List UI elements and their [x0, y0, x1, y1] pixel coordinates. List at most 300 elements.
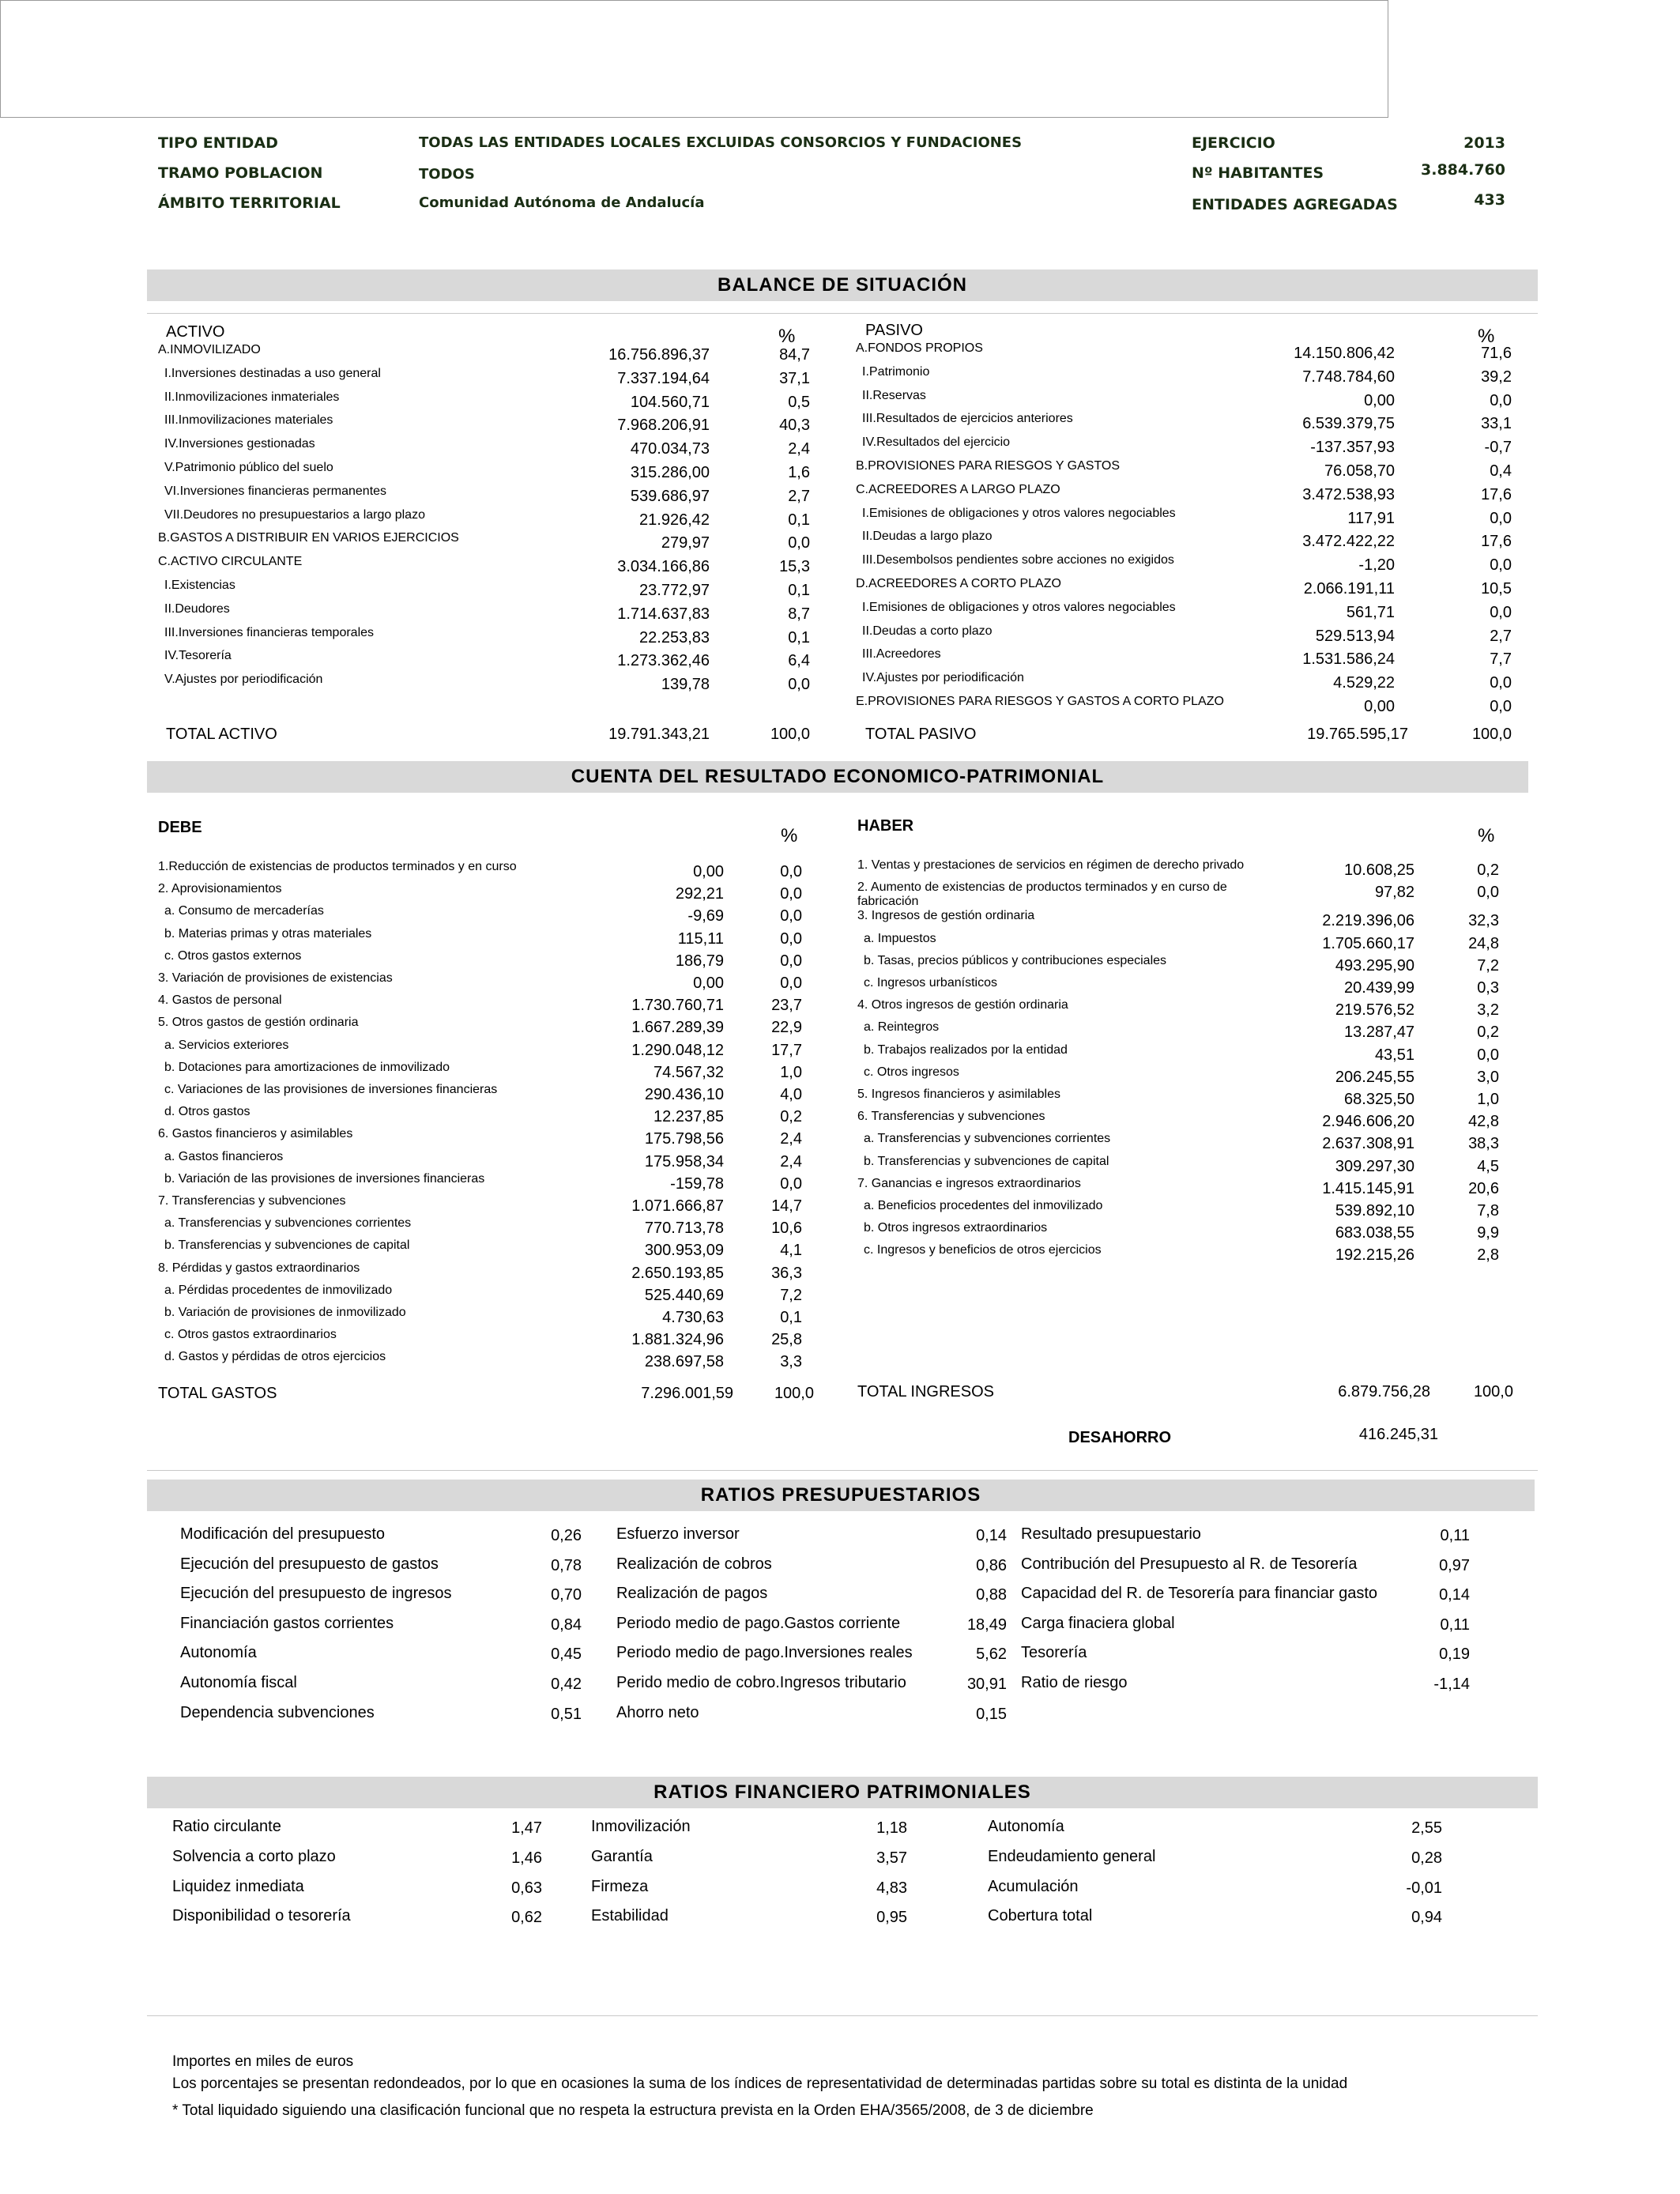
ratio-presupuestario-label: Autonomía	[180, 1644, 257, 1662]
debe-value: 0,00	[693, 974, 724, 992]
debe-value: 175.798,56	[644, 1130, 724, 1148]
pasivo-label: II.Reservas	[862, 388, 926, 402]
ratios-presupuestarios-title: RATIOS PRESUPUESTARIOS	[700, 1484, 981, 1506]
pasivo-value: 529.513,94	[1315, 627, 1395, 645]
pasivo-row	[856, 507, 1512, 530]
pasivo-label: IV.Ajustes por periodificación	[862, 671, 1024, 685]
ratio-financiero-value: -0,01	[1406, 1879, 1442, 1897]
activo-row	[158, 367, 814, 390]
debe-value: 1.730.760,71	[631, 997, 724, 1015]
debe-value: 4.730,63	[662, 1309, 724, 1326]
pasivo-row	[856, 365, 1512, 389]
debe-label: b. Dotaciones para amortizaciones de inmovilizado	[164, 1060, 450, 1074]
ratio-financiero-label: Inmovilización	[591, 1818, 691, 1835]
tramo-value: TODOS	[419, 166, 475, 183]
haber-value: 97,82	[1374, 884, 1414, 902]
debe-value: 1.667.289,39	[631, 1019, 724, 1037]
pasivo-pct: 17,6	[1481, 533, 1512, 551]
debe-value: 12.237,85	[654, 1108, 724, 1126]
debe-value: 186,79	[675, 952, 724, 970]
pasivo-value: 2.066.191,11	[1303, 580, 1395, 598]
debe-label: 3. Variación de provisiones de existencias	[158, 971, 393, 985]
ratio-presupuestario-value: 0,15	[976, 1705, 1007, 1723]
ratio-presupuestario-value: 5,62	[976, 1646, 1007, 1664]
haber-pct-header: %	[1478, 825, 1495, 846]
total-activo-pct: 100,0	[770, 726, 810, 743]
haber-value: 1.705.660,17	[1322, 934, 1414, 952]
pasivo-label: I.Emisiones de obligaciones y otros valores negociables	[862, 600, 1176, 614]
debe-row	[158, 1194, 814, 1218]
activo-label: IV.Inversiones gestionadas	[164, 437, 315, 451]
ratio-presupuestario-label: Dependencia subvenciones	[180, 1703, 375, 1721]
pasivo-label: E.PROVISIONES PARA RIESGOS Y GASTOS A CORTO PLAZO	[856, 695, 1224, 708]
activo-row	[158, 649, 814, 673]
haber-row	[857, 1020, 1513, 1044]
activo-value: 22.253,83	[639, 628, 710, 647]
header-box	[0, 0, 1388, 118]
debe-pct: 4,1	[780, 1242, 802, 1260]
haber-pct: 7,2	[1477, 956, 1499, 974]
debe-value: -9,69	[687, 907, 724, 925]
ratio-financiero-label: Cobertura total	[988, 1907, 1093, 1925]
entidades-label: ENTIDADES AGREGADAS	[1192, 196, 1398, 213]
pasivo-row	[856, 577, 1512, 601]
cuenta-rule	[147, 1470, 1538, 1471]
ratio-financiero-value: 0,63	[511, 1879, 542, 1897]
pasivo-pct: 0,0	[1490, 391, 1512, 409]
total-pasivo-pct: 100,0	[1471, 726, 1512, 743]
ratio-financiero-value: 1,46	[511, 1849, 542, 1867]
haber-value: 206.245,55	[1335, 1068, 1414, 1086]
haber-label: 3. Ingresos de gestión ordinaria	[857, 909, 1035, 923]
debe-value: 1.881.324,96	[631, 1331, 724, 1349]
activo-pct: 0,1	[788, 628, 810, 647]
pasivo-pct: 10,5	[1481, 580, 1512, 598]
pasivo-pct: -0,7	[1484, 439, 1512, 457]
ratio-presupuestario-label: Contribución del Presupuesto al R. de Tesorería	[1021, 1555, 1358, 1573]
activo-pct: 0,0	[788, 534, 810, 552]
activo-value: 21.926,42	[639, 511, 710, 529]
haber-label: c. Ingresos urbanísticos	[864, 976, 997, 990]
activo-label: III.Inversiones financieras temporales	[164, 625, 375, 639]
total-gastos-pct: 100,0	[774, 1385, 814, 1402]
total-activo-value: 19.791.343,21	[608, 726, 710, 743]
pasivo-row	[856, 553, 1512, 577]
activo-row	[158, 390, 814, 414]
debe-pct: 0,0	[780, 974, 802, 992]
activo-pct: 2,4	[788, 440, 810, 458]
debe-pct: 23,7	[771, 997, 802, 1015]
debe-value: 290.436,10	[644, 1086, 724, 1103]
ratio-financiero-value: 1,18	[876, 1819, 907, 1837]
pasivo-row	[856, 671, 1512, 695]
debe-pct: 0,0	[780, 885, 802, 903]
debe-row	[158, 1238, 814, 1262]
activo-label: II.Deudores	[164, 601, 230, 616]
ratio-presupuestario-label: Periodo medio de pago.Gastos corriente	[616, 1614, 901, 1632]
activo-value: 23.772,97	[639, 582, 710, 599]
tipo-entidad-value: TODAS LAS ENTIDADES LOCALES EXCLUIDAS CONSORCIOS Y FUNDACIONES	[419, 134, 1023, 151]
pasivo-row	[856, 601, 1512, 624]
ratios-presupuestarios-col2	[616, 1525, 1007, 1739]
pasivo-value: 3.472.422,22	[1302, 533, 1395, 551]
activo-value: 3.034.166,86	[617, 558, 710, 576]
debe-value: 115,11	[677, 929, 724, 948]
tramo-label: TRAMO POBLACION	[158, 164, 323, 182]
total-ingresos-value: 6.879.756,28	[1338, 1383, 1430, 1400]
pasivo-label: III.Resultados de ejercicios anteriores	[862, 412, 1073, 426]
ratio-presupuestario-label: Ahorro neto	[616, 1703, 699, 1721]
ratio-financiero-value: 2,55	[1411, 1819, 1442, 1837]
pasivo-row	[856, 412, 1512, 435]
haber-value: 2.219.396,06	[1322, 912, 1414, 930]
debe-pct: 0,0	[780, 1174, 802, 1193]
ratio-presupuestario-label: Capacidad del R. de Tesorería para financiar gasto	[1021, 1585, 1378, 1603]
activo-value: 279,97	[661, 534, 710, 552]
debe-row	[158, 1216, 814, 1240]
ratio-presupuestario-value: -1,14	[1433, 1676, 1470, 1693]
total-gastos-value: 7.296.001,59	[641, 1385, 733, 1402]
haber-pct: 2,8	[1477, 1246, 1499, 1265]
ratio-presupuestario-label: Autonomía fiscal	[180, 1674, 297, 1691]
haber-value: 683.038,55	[1335, 1224, 1414, 1242]
haber-row	[857, 1110, 1513, 1133]
total-ingresos-label: TOTAL INGRESOS	[857, 1383, 994, 1400]
debe-label: a. Transferencias y subvenciones corrientes	[164, 1216, 412, 1231]
debe-row	[158, 904, 814, 928]
activo-table	[158, 343, 814, 707]
ratio-financiero-label: Autonomía	[988, 1818, 1064, 1835]
debe-pct: 0,1	[780, 1309, 802, 1326]
haber-label: 7. Ganancias e ingresos extraordinarios	[857, 1176, 1081, 1190]
pasivo-value: 76.058,70	[1324, 462, 1395, 480]
ratio-presupuestario-value: 0,19	[1439, 1646, 1470, 1664]
debe-label: b. Transferencias y subvenciones de capital	[164, 1238, 410, 1253]
activo-pct: 84,7	[779, 346, 810, 364]
ratio-presupuestario-value: 0,78	[551, 1556, 582, 1574]
debe-label: a. Pérdidas procedentes de inmovilizado	[164, 1283, 393, 1297]
haber-value: 2.637.308,91	[1322, 1135, 1414, 1153]
haber-pct: 3,0	[1477, 1068, 1499, 1086]
activo-row	[158, 508, 814, 532]
debe-label: 2. Aprovisionamientos	[158, 882, 282, 896]
debe-label: b. Variación de las provisiones de inversiones financieras	[164, 1171, 485, 1186]
haber-row	[857, 976, 1513, 1000]
debe-row	[158, 1350, 814, 1374]
debe-row	[158, 971, 814, 995]
debe-label: 7. Transferencias y subvenciones	[158, 1194, 346, 1208]
activo-pct: 2,7	[788, 487, 810, 505]
ambito-value: Comunidad Autónoma de Andalucía	[419, 194, 705, 211]
debe-value: 175.958,34	[644, 1152, 724, 1171]
debe-pct: 1,0	[780, 1063, 802, 1081]
ratio-financiero-value: 4,83	[876, 1879, 907, 1897]
activo-label: I.Inversiones destinadas a uso general	[164, 366, 381, 380]
haber-label: b. Trabajos realizados por la entidad	[864, 1042, 1068, 1057]
ratio-presupuestario-label: Periodo medio de pago.Inversiones reales	[616, 1644, 913, 1662]
haber-row	[857, 858, 1513, 882]
haber-label-continuation: fabricación	[857, 895, 919, 909]
pasivo-pct-header: %	[1478, 326, 1495, 347]
balance-rule	[147, 313, 1538, 314]
debe-value: 300.953,09	[644, 1242, 724, 1260]
pasivo-pct: 0,4	[1490, 462, 1512, 480]
pasivo-label: D.ACREEDORES A CORTO PLAZO	[856, 577, 1061, 590]
haber-value: 10.608,25	[1344, 861, 1414, 879]
haber-pct: 24,8	[1468, 934, 1499, 952]
debe-pct: 17,7	[771, 1041, 802, 1059]
ratio-presupuestario-value: 0,84	[551, 1615, 582, 1634]
activo-pct: 8,7	[788, 605, 810, 623]
debe-pct: 36,3	[771, 1264, 802, 1282]
pasivo-table	[856, 341, 1512, 721]
activo-label: VI.Inversiones financieras permanentes	[164, 484, 387, 498]
debe-label: d. Gastos y pérdidas de otros ejercicios	[164, 1350, 386, 1364]
activo-value: 470.034,73	[630, 440, 710, 458]
debe-value: -159,78	[670, 1174, 724, 1193]
ratio-financiero-label: Firmeza	[591, 1877, 649, 1895]
debe-label: d. Otros gastos	[164, 1105, 250, 1119]
ratio-financiero-value: 0,94	[1411, 1909, 1442, 1927]
total-ingresos-pct: 100,0	[1473, 1383, 1513, 1400]
ratio-financiero-label: Endeudamiento general	[988, 1847, 1156, 1865]
balance-title: BALANCE DE SITUACIÓN	[717, 274, 967, 296]
activo-row	[158, 461, 814, 484]
pasivo-pct: 33,1	[1481, 415, 1512, 433]
haber-value: 539.892,10	[1335, 1202, 1414, 1220]
haber-pct: 20,6	[1468, 1179, 1499, 1197]
pasivo-row	[856, 341, 1512, 365]
pasivo-pct: 0,0	[1490, 509, 1512, 527]
debe-row	[158, 860, 814, 884]
activo-pct: 0,1	[788, 511, 810, 529]
haber-pct: 0,0	[1477, 884, 1499, 902]
ratio-presupuestario-value: 0,70	[551, 1586, 582, 1604]
ambito-label: ÁMBITO TERRITORIAL	[158, 194, 341, 212]
activo-row	[158, 602, 814, 626]
pasivo-value: 0,00	[1364, 698, 1395, 715]
debe-row	[158, 1039, 814, 1062]
ratio-financiero-label: Liquidez inmediata	[172, 1877, 304, 1895]
pasivo-pct: 2,7	[1490, 627, 1512, 645]
haber-value: 493.295,90	[1335, 956, 1414, 974]
activo-value: 1.714.637,83	[617, 605, 710, 623]
debe-pct: 25,8	[771, 1331, 802, 1349]
activo-pct: 37,1	[779, 369, 810, 387]
ratios-financieros-title: RATIOS FINANCIERO PATRIMONIALES	[654, 1781, 1031, 1803]
activo-row	[158, 626, 814, 650]
pasivo-pct: 0,0	[1490, 698, 1512, 715]
pasivo-label: III.Acreedores	[862, 647, 941, 662]
ratio-presupuestario-label: Perido medio de cobro.Ingresos tributario	[616, 1674, 906, 1691]
haber-label: b. Transferencias y subvenciones de capital	[864, 1154, 1109, 1168]
debe-value: 525.440,69	[644, 1286, 724, 1304]
haber-label: 6. Transferencias y subvenciones	[857, 1110, 1045, 1124]
haber-row	[857, 909, 1513, 933]
activo-row	[158, 579, 814, 602]
debe-label: c. Otros gastos externos	[164, 948, 302, 963]
debe-label: 6. Gastos financieros y asimilables	[158, 1127, 353, 1141]
debe-value: 74.567,32	[654, 1063, 724, 1081]
activo-value: 539.686,97	[630, 487, 710, 505]
pasivo-value: 0,00	[1364, 391, 1395, 409]
ratio-presupuestario-label: Ejecución del presupuesto de ingresos	[180, 1585, 452, 1603]
pasivo-row	[856, 624, 1512, 648]
debe-pct: 10,6	[771, 1220, 802, 1238]
haber-label: b. Otros ingresos extraordinarios	[864, 1221, 1048, 1235]
ratio-presupuestario-value: 0,97	[1439, 1556, 1470, 1574]
debe-table	[158, 860, 814, 1453]
pasivo-row	[856, 530, 1512, 553]
desahorro-value: 416.245,31	[1358, 1426, 1438, 1443]
pasivo-row	[856, 459, 1512, 483]
ratio-financiero-label: Disponibilidad o tesorería	[172, 1907, 351, 1925]
ratio-financiero-value: 1,47	[511, 1819, 542, 1837]
ratio-presupuestario-value: 0,26	[551, 1527, 582, 1544]
pasivo-value: 117,91	[1347, 509, 1395, 527]
activo-value: 104.560,71	[630, 393, 710, 411]
haber-pct: 32,3	[1468, 912, 1499, 930]
debe-row	[158, 1127, 814, 1151]
debe-row	[158, 1105, 814, 1129]
activo-value: 315.286,00	[630, 464, 710, 481]
footer-note-rounding: Los porcentajes se presentan redondeados, por lo que en ocasiones la suma de los índices de representatividad de determinadas partidas sobre su total es distinta de la unidad	[172, 2075, 1348, 2092]
debe-row	[158, 1061, 814, 1084]
balance-title-bar	[147, 270, 1538, 301]
ratio-financiero-label: Garantía	[591, 1847, 653, 1865]
debe-pct: 0,0	[780, 952, 802, 970]
haber-value: 43,51	[1374, 1046, 1414, 1064]
debe-pct: 2,4	[780, 1130, 802, 1148]
debe-label: 5. Otros gastos de gestión ordinaria	[158, 1016, 359, 1030]
debe-value: 770.713,78	[644, 1220, 724, 1238]
debe-pct: 0,0	[780, 929, 802, 948]
ratio-presupuestario-value: 0,88	[976, 1586, 1007, 1604]
haber-pct: 9,9	[1477, 1224, 1499, 1242]
ratio-presupuestario-value: 0,45	[551, 1646, 582, 1664]
tipo-entidad-label: TIPO ENTIDAD	[158, 134, 278, 152]
haber-label: 5. Ingresos financieros y asimilables	[857, 1088, 1061, 1101]
debe-pct: 14,7	[771, 1197, 802, 1215]
debe-pct: 0,2	[780, 1108, 802, 1126]
activo-pct: 0,0	[788, 676, 810, 694]
haber-row	[857, 932, 1513, 956]
ratios-presupuestarios-col1	[180, 1525, 582, 1739]
activo-label: I.Existencias	[164, 579, 235, 592]
activo-pct: 1,6	[788, 464, 810, 481]
pasivo-row	[856, 389, 1512, 413]
activo-pct: 6,4	[788, 652, 810, 670]
activo-label: A.INMOVILIZADO	[158, 343, 261, 356]
ratios-financieros-col1	[172, 1818, 542, 1952]
footer-note-units: Importes en miles de euros	[172, 2053, 354, 2070]
ratio-presupuestario-value: 0,11	[1440, 1615, 1470, 1634]
cuenta-title-bar	[147, 761, 1528, 793]
pasivo-pct: 0,0	[1490, 674, 1512, 692]
haber-label: a. Impuestos	[864, 931, 936, 945]
pasivo-pct: 71,6	[1481, 345, 1512, 362]
debe-label: 1.Reducción de existencias de productos terminados y en curso	[158, 860, 517, 873]
ratio-presupuestario-label: Esfuerzo inversor	[616, 1525, 740, 1543]
ratio-presupuestario-value: 30,91	[966, 1676, 1007, 1693]
ratios-financieros-col2	[591, 1818, 907, 1952]
ratios-presupuestarios-bar	[147, 1480, 1535, 1511]
pasivo-pct: 0,0	[1490, 556, 1512, 575]
haber-row	[857, 1155, 1513, 1178]
pasivo-label: B.PROVISIONES PARA RIESGOS Y GASTOS	[856, 459, 1121, 473]
haber-row	[857, 1199, 1513, 1223]
debe-label: 8. Pérdidas y gastos extraordinarios	[158, 1261, 360, 1275]
ratio-financiero-value: 0,28	[1411, 1849, 1442, 1867]
pasivo-label: A.FONDOS PROPIOS	[856, 341, 983, 355]
footer-rule	[147, 2015, 1538, 2016]
pasivo-label: II.Deudas a largo plazo	[862, 530, 993, 544]
debe-value: 238.697,58	[644, 1353, 724, 1371]
debe-pct: 7,2	[780, 1286, 802, 1304]
haber-label: c. Otros ingresos	[864, 1065, 959, 1079]
activo-label: II.Inmovilizaciones inmateriales	[164, 390, 340, 404]
haber-row	[857, 998, 1513, 1022]
debe-pct-header: %	[781, 825, 798, 846]
ratio-presupuestario-label: Modificación del presupuesto	[180, 1525, 386, 1543]
debe-header: DEBE	[158, 819, 202, 836]
activo-row	[158, 413, 814, 437]
activo-label: VII.Deudores no presupuestarios a largo plazo	[164, 507, 425, 522]
haber-pct: 42,8	[1468, 1113, 1499, 1131]
pasivo-value: -1,20	[1358, 556, 1395, 575]
pasivo-value: 14.150.806,42	[1294, 345, 1395, 362]
activo-pct-header: %	[778, 326, 796, 347]
cuenta-title: CUENTA DEL RESULTADO ECONOMICO-PATRIMONIAL	[571, 766, 1105, 787]
debe-row	[158, 882, 814, 906]
ratio-presupuestario-value: 0,86	[976, 1556, 1007, 1574]
activo-row	[158, 555, 814, 579]
debe-row	[158, 927, 814, 951]
habitantes-value: 3.884.760	[1421, 161, 1505, 179]
total-gastos-label: TOTAL GASTOS	[158, 1385, 277, 1402]
pasivo-value: 4.529,22	[1333, 674, 1395, 692]
debe-label: 4. Gastos de personal	[158, 993, 282, 1008]
haber-value: 192.215,26	[1335, 1246, 1414, 1265]
debe-row	[158, 1328, 814, 1351]
haber-label: 1. Ventas y prestaciones de servicios en régimen de derecho privado	[857, 858, 1245, 872]
total-pasivo-label: TOTAL PASIVO	[865, 726, 977, 743]
debe-pct: 4,0	[780, 1086, 802, 1103]
ratio-presupuestario-label: Financiación gastos corrientes	[180, 1614, 394, 1632]
activo-label: V.Patrimonio público del suelo	[164, 461, 333, 474]
activo-label: B.GASTOS A DISTRIBUIR EN VARIOS EJERCICIOS	[158, 531, 459, 545]
ratio-presupuestario-value: 0,42	[551, 1676, 582, 1693]
ratio-presupuestario-value: 18,49	[966, 1615, 1007, 1634]
haber-row	[857, 1132, 1513, 1155]
ratio-presupuestario-label: Realización de pagos	[616, 1585, 768, 1603]
haber-table	[857, 858, 1513, 1285]
haber-row	[857, 954, 1513, 978]
pasivo-label: I.Emisiones de obligaciones y otros valores negociables	[862, 506, 1176, 520]
pasivo-value: 7.748.784,60	[1302, 368, 1395, 386]
footer-note-clasificacion: * Total liquidado siguiendo una clasificación funcional que no respeta la estructura prevista en la Orden EHA/3565/2008, de 3 de diciembre	[172, 2102, 1094, 2119]
haber-value: 1.415.145,91	[1322, 1179, 1414, 1197]
debe-row	[158, 1306, 814, 1329]
ratio-financiero-label: Acumulación	[988, 1877, 1079, 1895]
pasivo-pct: 17,6	[1481, 485, 1512, 503]
debe-label: a. Servicios exteriores	[164, 1038, 289, 1052]
activo-label: IV.Tesorería	[164, 649, 232, 663]
debe-label: b. Variación de provisiones de inmovilizado	[164, 1306, 406, 1319]
debe-row	[158, 1016, 814, 1039]
ratio-presupuestario-label: Ratio de riesgo	[1021, 1674, 1128, 1691]
ratios-financieros-col3	[988, 1818, 1442, 1952]
